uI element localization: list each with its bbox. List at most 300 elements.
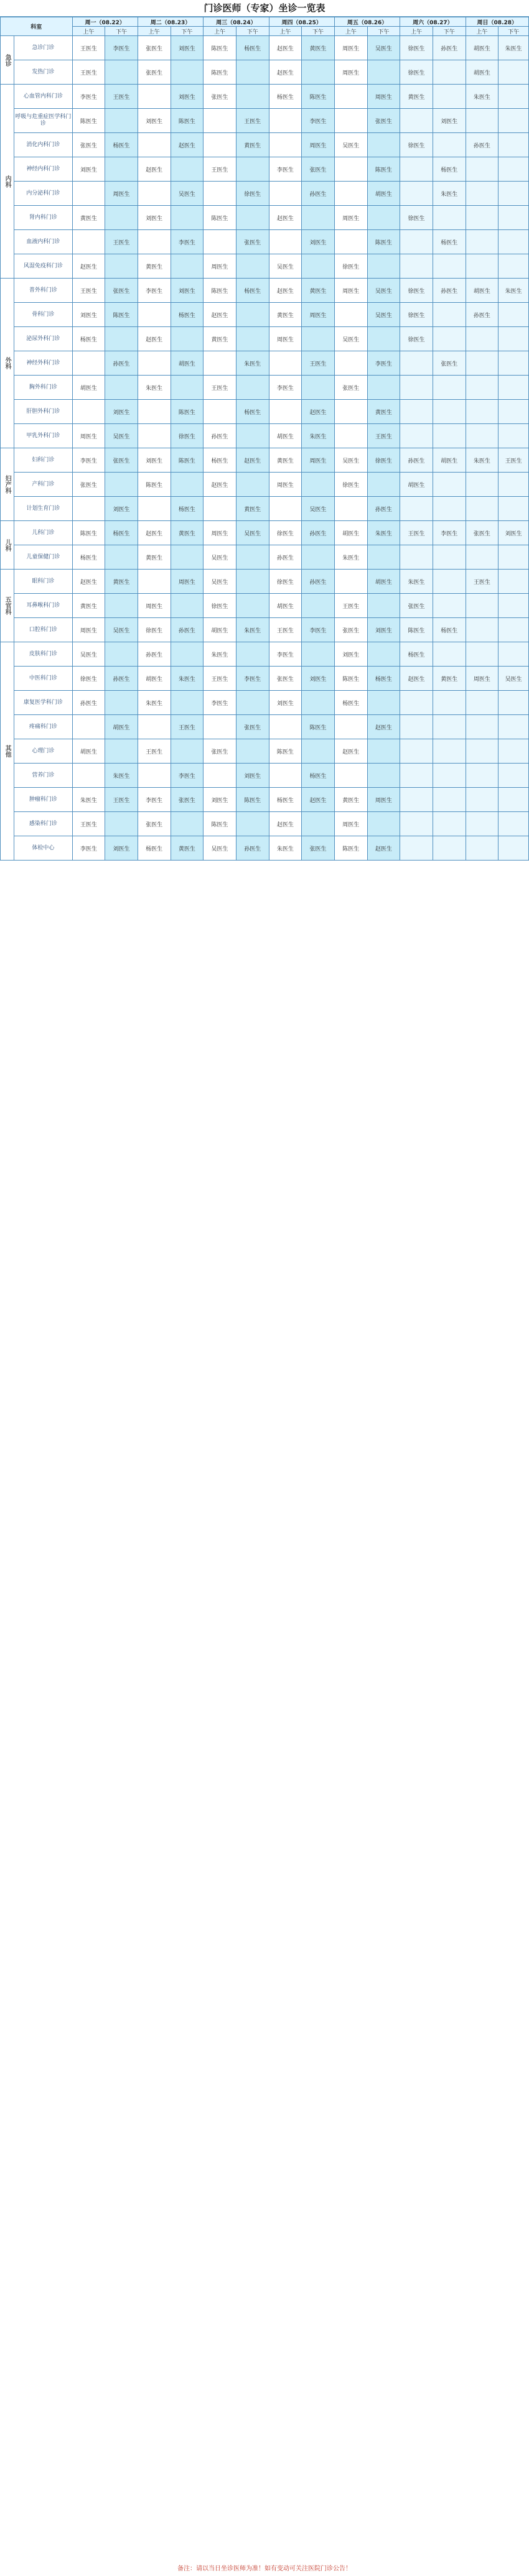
doctor-cell: [171, 473, 204, 497]
doctor-cell: [466, 739, 499, 764]
doctor-cell: [499, 739, 529, 764]
day-header: 周日（08.28）: [466, 17, 528, 27]
doctor-cell: 王医生: [236, 109, 269, 133]
dept-name: 眼科门诊: [14, 570, 72, 594]
doctor-cell: [367, 764, 400, 788]
doctor-cell: 王医生: [269, 618, 302, 642]
table-row: [1, 85, 529, 109]
doctor-cell: 杨医生: [269, 85, 302, 109]
doctor-cell: [499, 351, 529, 376]
doctor-cell: [433, 497, 466, 521]
doctor-cell: 孙医生: [466, 303, 499, 327]
doctor-cell: [400, 254, 433, 279]
doctor-cell: [466, 351, 499, 376]
doctor-cell: [334, 182, 367, 206]
am-header: 上午: [400, 27, 433, 36]
doctor-cell: 刘医生: [269, 691, 302, 715]
dept-name: 甲乳外科门诊: [14, 424, 72, 448]
doctor-cell: 吴医生: [334, 327, 367, 351]
doctor-cell: 陈医生: [138, 473, 171, 497]
doctor-cell: 李医生: [433, 521, 466, 545]
doctor-cell: 黄医生: [171, 521, 204, 545]
doctor-cell: [466, 497, 499, 521]
doctor-cell: [334, 570, 367, 594]
dept-name: 风湿免疫科门诊: [14, 254, 72, 279]
doctor-cell: [269, 764, 302, 788]
doctor-cell: [499, 545, 529, 570]
doctor-cell: 胡医生: [433, 448, 466, 473]
doctor-cell: [367, 739, 400, 764]
doctor-cell: [466, 691, 499, 715]
doctor-cell: [269, 351, 302, 376]
doctor-cell: [204, 182, 236, 206]
doctor-cell: 徐医生: [334, 473, 367, 497]
pm-header: 下午: [367, 27, 400, 36]
doctor-cell: [302, 642, 335, 667]
table-row: [1, 788, 529, 812]
doctor-cell: 孙医生: [138, 642, 171, 667]
doctor-cell: [204, 497, 236, 521]
table-row: [1, 594, 529, 618]
doctor-cell: 张医生: [269, 667, 302, 691]
doctor-cell: [138, 230, 171, 254]
doctor-cell: 王医生: [72, 812, 105, 836]
doctor-cell: [105, 157, 138, 182]
doctor-cell: 黄医生: [236, 133, 269, 157]
doctor-cell: 杨医生: [171, 303, 204, 327]
doctor-cell: [269, 182, 302, 206]
table-row: [1, 667, 529, 691]
dept-name: 发热门诊: [14, 60, 72, 85]
doctor-cell: 黄医生: [138, 254, 171, 279]
doctor-cell: [204, 715, 236, 739]
doctor-cell: 吴医生: [499, 667, 529, 691]
doctor-cell: [433, 570, 466, 594]
doctor-cell: 徐医生: [269, 521, 302, 545]
table-row: [1, 133, 529, 157]
doctor-cell: 周医生: [334, 279, 367, 303]
doctor-cell: 陈医生: [171, 448, 204, 473]
doctor-cell: 张医生: [204, 739, 236, 764]
doctor-cell: 刘医生: [334, 642, 367, 667]
doctor-cell: [171, 642, 204, 667]
doctor-cell: 朱医生: [171, 667, 204, 691]
am-header: 上午: [204, 27, 236, 36]
doctor-cell: 陈医生: [334, 667, 367, 691]
doctor-cell: 吴医生: [72, 642, 105, 667]
doctor-cell: 王医生: [400, 521, 433, 545]
doctor-cell: 孙医生: [269, 545, 302, 570]
doctor-cell: [400, 182, 433, 206]
doctor-cell: 周医生: [334, 60, 367, 85]
doctor-cell: [334, 715, 367, 739]
doctor-cell: [433, 836, 466, 861]
doctor-cell: [236, 157, 269, 182]
doctor-cell: [367, 473, 400, 497]
doctor-cell: 黄医生: [302, 279, 335, 303]
doctor-cell: 陈医生: [367, 230, 400, 254]
doctor-cell: 陈医生: [302, 715, 335, 739]
schedule-table: [0, 17, 529, 861]
doctor-cell: 朱医生: [499, 36, 529, 60]
doctor-cell: 陈医生: [400, 618, 433, 642]
doctor-cell: 赵医生: [269, 60, 302, 85]
doctor-cell: 孙医生: [105, 351, 138, 376]
doctor-cell: [367, 327, 400, 351]
doctor-cell: 李医生: [171, 230, 204, 254]
doctor-cell: [400, 788, 433, 812]
doctor-cell: [367, 545, 400, 570]
table-row: [1, 812, 529, 836]
doctor-cell: [138, 715, 171, 739]
doctor-cell: 李医生: [72, 85, 105, 109]
day-header: 周六（08.27）: [400, 17, 466, 27]
doctor-cell: [499, 473, 529, 497]
pm-header: 下午: [105, 27, 138, 36]
doctor-cell: 王医生: [105, 788, 138, 812]
doctor-cell: [204, 109, 236, 133]
doctor-cell: [105, 473, 138, 497]
doctor-cell: 刘医生: [105, 497, 138, 521]
doctor-cell: [466, 788, 499, 812]
doctor-cell: 吴医生: [367, 36, 400, 60]
doctor-cell: 刘医生: [105, 836, 138, 861]
doctor-cell: [499, 133, 529, 157]
dept-name: 消化内科门诊: [14, 133, 72, 157]
doctor-cell: 张医生: [105, 448, 138, 473]
dept-name: 血液内科门诊: [14, 230, 72, 254]
doctor-cell: [466, 836, 499, 861]
doctor-cell: 杨医生: [302, 764, 335, 788]
doctor-cell: [105, 109, 138, 133]
table-row: [1, 739, 529, 764]
doctor-cell: 孙医生: [433, 279, 466, 303]
doctor-cell: [171, 691, 204, 715]
doctor-cell: [334, 424, 367, 448]
doctor-cell: [367, 206, 400, 230]
doctor-cell: 胡医生: [105, 715, 138, 739]
dept-name: 耳鼻喉科门诊: [14, 594, 72, 618]
doctor-cell: [171, 545, 204, 570]
doctor-cell: [499, 764, 529, 788]
doctor-cell: [400, 715, 433, 739]
doctor-cell: [367, 133, 400, 157]
doctor-cell: [499, 497, 529, 521]
doctor-cell: 胡医生: [269, 424, 302, 448]
doctor-cell: 周医生: [367, 85, 400, 109]
doctor-cell: 李医生: [171, 764, 204, 788]
table-row: [1, 279, 529, 303]
doctor-cell: [302, 254, 335, 279]
doctor-cell: 朱医生: [236, 618, 269, 642]
doctor-cell: 李医生: [302, 618, 335, 642]
schedule-body: [1, 36, 529, 861]
doctor-cell: 李医生: [105, 36, 138, 60]
doctor-cell: [72, 715, 105, 739]
doctor-cell: 陈医生: [171, 400, 204, 424]
doctor-cell: 徐医生: [334, 254, 367, 279]
doctor-cell: 吴医生: [367, 279, 400, 303]
doctor-cell: 黄医生: [138, 545, 171, 570]
doctor-cell: 刘医生: [367, 618, 400, 642]
doctor-cell: 杨医生: [204, 448, 236, 473]
doctor-cell: 李医生: [302, 109, 335, 133]
doctor-cell: [466, 182, 499, 206]
doctor-cell: 赵医生: [138, 157, 171, 182]
doctor-cell: [499, 327, 529, 351]
doctor-cell: [499, 691, 529, 715]
doctor-cell: [236, 570, 269, 594]
doctor-cell: 李医生: [138, 279, 171, 303]
table-row: [1, 400, 529, 424]
doctor-cell: 周医生: [105, 182, 138, 206]
doctor-cell: [400, 764, 433, 788]
doctor-cell: 刘医生: [138, 448, 171, 473]
doctor-cell: [302, 60, 335, 85]
doctor-cell: [138, 85, 171, 109]
doctor-cell: 徐医生: [204, 594, 236, 618]
doctor-cell: [499, 303, 529, 327]
table-row: [1, 424, 529, 448]
doctor-cell: 黄医生: [236, 497, 269, 521]
doctor-cell: 孙医生: [302, 521, 335, 545]
doctor-cell: [400, 812, 433, 836]
dept-name: 心理门诊: [14, 739, 72, 764]
doctor-cell: 张医生: [138, 812, 171, 836]
doctor-cell: 周医生: [302, 133, 335, 157]
doctor-cell: 张医生: [334, 618, 367, 642]
doctor-cell: [236, 691, 269, 715]
doctor-cell: 黄医生: [72, 206, 105, 230]
doctor-cell: 王医生: [171, 715, 204, 739]
doctor-cell: 黄医生: [367, 400, 400, 424]
doctor-cell: [433, 788, 466, 812]
doctor-cell: [138, 182, 171, 206]
am-header: 上午: [72, 27, 105, 36]
doctor-cell: 王医生: [72, 60, 105, 85]
doctor-cell: 徐医生: [400, 206, 433, 230]
doctor-cell: [400, 739, 433, 764]
doctor-cell: [236, 85, 269, 109]
doctor-cell: [367, 254, 400, 279]
doctor-cell: 刘医生: [105, 400, 138, 424]
doctor-cell: [138, 764, 171, 788]
pm-header: 下午: [171, 27, 204, 36]
dept-name: 产科门诊: [14, 473, 72, 497]
doctor-cell: 朱医生: [302, 424, 335, 448]
table-row: [1, 327, 529, 351]
doctor-cell: [236, 473, 269, 497]
doctor-cell: 徐医生: [138, 618, 171, 642]
doctor-cell: 胡医生: [367, 182, 400, 206]
doctor-cell: [499, 812, 529, 836]
doctor-cell: [466, 376, 499, 400]
doctor-cell: [433, 715, 466, 739]
doctor-cell: [204, 230, 236, 254]
doctor-cell: [334, 764, 367, 788]
doctor-cell: 赵医生: [236, 448, 269, 473]
doctor-cell: [236, 303, 269, 327]
doctor-cell: [466, 812, 499, 836]
doctor-cell: 刘医生: [72, 157, 105, 182]
doctor-cell: [433, 739, 466, 764]
group-label: 五官科: [1, 570, 14, 642]
doctor-cell: 黄医生: [302, 36, 335, 60]
doctor-cell: [236, 594, 269, 618]
doctor-cell: [499, 85, 529, 109]
doctor-cell: 朱医生: [105, 764, 138, 788]
doctor-cell: 杨医生: [433, 157, 466, 182]
dept-name: 感染科门诊: [14, 812, 72, 836]
doctor-cell: 张医生: [302, 836, 335, 861]
table-row: [1, 376, 529, 400]
doctor-cell: [433, 303, 466, 327]
doctor-cell: [499, 157, 529, 182]
doctor-cell: [466, 230, 499, 254]
doctor-cell: 刘医生: [433, 109, 466, 133]
doctor-cell: [302, 327, 335, 351]
doctor-cell: [433, 594, 466, 618]
doctor-cell: 张医生: [466, 521, 499, 545]
doctor-cell: [72, 182, 105, 206]
doctor-cell: 张医生: [400, 594, 433, 618]
doctor-cell: [466, 618, 499, 642]
doctor-cell: 孙医生: [236, 836, 269, 861]
doctor-cell: [269, 133, 302, 157]
table-row: [1, 715, 529, 739]
doctor-cell: 朱医生: [269, 836, 302, 861]
doctor-cell: [302, 473, 335, 497]
doctor-cell: [466, 594, 499, 618]
table-row: [1, 618, 529, 642]
am-header: 上午: [269, 27, 302, 36]
doctor-cell: [236, 424, 269, 448]
doctor-cell: [400, 351, 433, 376]
doctor-cell: [236, 206, 269, 230]
doctor-cell: 徐医生: [269, 570, 302, 594]
doctor-cell: [466, 473, 499, 497]
am-header: 上午: [334, 27, 367, 36]
table-row: [1, 521, 529, 545]
doctor-cell: 王医生: [499, 448, 529, 473]
doctor-cell: 赵医生: [367, 836, 400, 861]
doctor-cell: 张医生: [105, 279, 138, 303]
doctor-cell: 杨医生: [72, 545, 105, 570]
doctor-cell: [204, 400, 236, 424]
dept-name: 皮肤科门诊: [14, 642, 72, 667]
dept-name: 肿瘤科门诊: [14, 788, 72, 812]
doctor-cell: 王医生: [334, 594, 367, 618]
table-row: [1, 642, 529, 667]
doctor-cell: [433, 60, 466, 85]
doctor-cell: [204, 133, 236, 157]
doctor-cell: [334, 85, 367, 109]
doctor-cell: [400, 691, 433, 715]
doctor-cell: [72, 400, 105, 424]
dept-name: 神经外科门诊: [14, 351, 72, 376]
doctor-cell: [171, 206, 204, 230]
doctor-cell: 杨医生: [236, 36, 269, 60]
dept-name: 胸外科门诊: [14, 376, 72, 400]
doctor-cell: 刘医生: [171, 279, 204, 303]
doctor-cell: 徐医生: [72, 667, 105, 691]
doctor-cell: 杨医生: [171, 497, 204, 521]
doctor-cell: 刘医生: [138, 206, 171, 230]
doctor-cell: 李医生: [236, 667, 269, 691]
doctor-cell: [302, 739, 335, 764]
doctor-cell: 孙医生: [302, 182, 335, 206]
table-row: [1, 570, 529, 594]
doctor-cell: [367, 812, 400, 836]
doctor-cell: 朱医生: [400, 570, 433, 594]
doctor-cell: 黄医生: [334, 788, 367, 812]
doctor-cell: 周医生: [367, 788, 400, 812]
table-row: [1, 206, 529, 230]
doctor-cell: 周医生: [72, 618, 105, 642]
doctor-cell: 张医生: [433, 351, 466, 376]
doctor-cell: [400, 400, 433, 424]
doctor-cell: [204, 764, 236, 788]
doctor-cell: 胡医生: [466, 36, 499, 60]
doctor-cell: [105, 376, 138, 400]
day-header: 周四（08.25）: [269, 17, 334, 27]
doctor-cell: 孙医生: [105, 667, 138, 691]
dept-name: 泌尿外科门诊: [14, 327, 72, 351]
doctor-cell: [171, 60, 204, 85]
dept-name: 内分泌科门诊: [14, 182, 72, 206]
doctor-cell: 吴医生: [204, 570, 236, 594]
doctor-cell: 徐医生: [400, 303, 433, 327]
doctor-cell: [236, 739, 269, 764]
doctor-cell: [105, 812, 138, 836]
dept-name: 体检中心: [14, 836, 72, 861]
doctor-cell: 周医生: [204, 521, 236, 545]
doctor-cell: 胡医生: [269, 594, 302, 618]
doctor-cell: 黄医生: [269, 448, 302, 473]
doctor-cell: 吴医生: [105, 618, 138, 642]
doctor-cell: 张医生: [302, 157, 335, 182]
dept-name: 急诊门诊: [14, 36, 72, 60]
doctor-cell: [72, 497, 105, 521]
doctor-cell: 张医生: [138, 36, 171, 60]
doctor-cell: 胡医生: [171, 351, 204, 376]
doctor-cell: 李医生: [269, 157, 302, 182]
doctor-cell: [400, 497, 433, 521]
group-label: 儿科: [1, 521, 14, 570]
pm-header: 下午: [302, 27, 335, 36]
doctor-cell: 周医生: [302, 303, 335, 327]
doctor-cell: [334, 109, 367, 133]
doctor-cell: 朱医生: [236, 351, 269, 376]
table-row: [1, 545, 529, 570]
doctor-cell: 朱医生: [466, 448, 499, 473]
doctor-cell: 周医生: [171, 570, 204, 594]
doctor-cell: [138, 570, 171, 594]
doctor-cell: 徐医生: [400, 36, 433, 60]
doctor-cell: 朱医生: [72, 788, 105, 812]
doctor-cell: 李医生: [138, 788, 171, 812]
doctor-cell: 周医生: [269, 327, 302, 351]
doctor-cell: 刘医生: [171, 85, 204, 109]
doctor-cell: [499, 376, 529, 400]
doctor-cell: 徐医生: [367, 448, 400, 473]
doctor-cell: [236, 545, 269, 570]
dept-name: 心血管内科门诊: [14, 85, 72, 109]
table-row: [1, 764, 529, 788]
doctor-cell: [499, 60, 529, 85]
doctor-cell: 朱医生: [138, 376, 171, 400]
dept-name: 妇科门诊: [14, 448, 72, 473]
